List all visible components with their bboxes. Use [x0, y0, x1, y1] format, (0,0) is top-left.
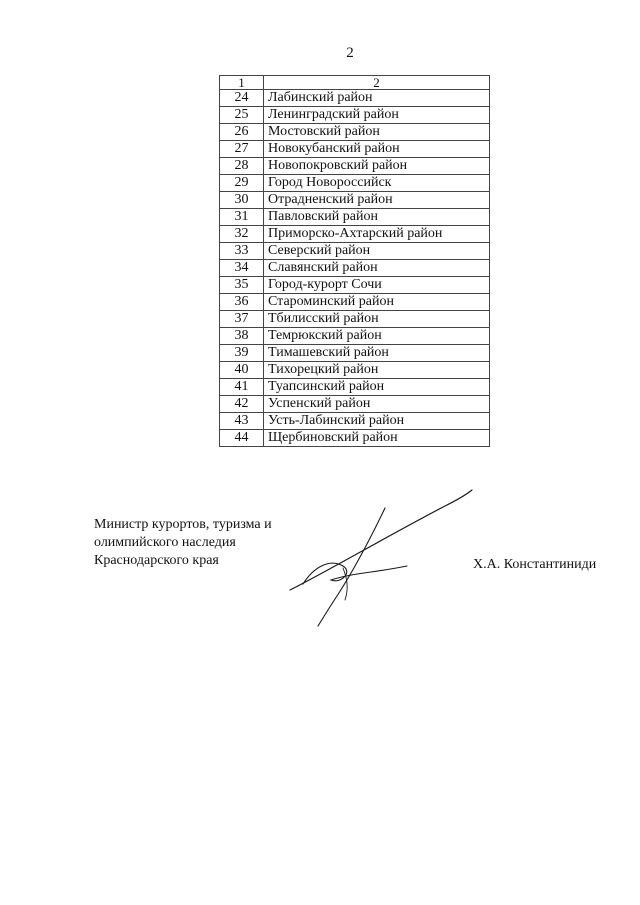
district-name: Новопокровский район	[264, 158, 490, 175]
row-number: 31	[220, 209, 264, 226]
table-row	[220, 158, 490, 175]
district-name: Темрюкский район	[264, 328, 490, 345]
row-number: 28	[220, 158, 264, 175]
district-table-body	[220, 76, 490, 447]
district-name: Город-курорт Сочи	[264, 277, 490, 294]
table-row	[220, 294, 490, 311]
table-row	[220, 141, 490, 158]
district-name: Лабинский район	[264, 90, 490, 107]
district-name: Северский район	[264, 243, 490, 260]
table-row	[220, 175, 490, 192]
district-name: Тимашевский район	[264, 345, 490, 362]
table-row	[220, 90, 490, 107]
district-name: Приморско-Ахтарский район	[264, 226, 490, 243]
table-row	[220, 260, 490, 277]
table-row	[220, 328, 490, 345]
table-row	[220, 124, 490, 141]
table-row	[220, 311, 490, 328]
column-header-name: 2	[264, 76, 490, 90]
row-number: 29	[220, 175, 264, 192]
district-name: Щербиновский район	[264, 430, 490, 447]
table-row	[220, 362, 490, 379]
column-header-number: 1	[220, 76, 264, 90]
table-row	[220, 396, 490, 413]
table-row	[220, 413, 490, 430]
district-name: Староминский район	[264, 294, 490, 311]
row-number: 38	[220, 328, 264, 345]
signer-name: Х.А. Константиниди	[473, 557, 597, 572]
row-number: 34	[220, 260, 264, 277]
district-name: Павловский район	[264, 209, 490, 226]
signature-title-block	[94, 516, 272, 570]
row-number: 25	[220, 107, 264, 124]
district-name: Мостовский район	[264, 124, 490, 141]
district-name: Отрадненский район	[264, 192, 490, 209]
table-row	[220, 107, 490, 124]
row-number: 33	[220, 243, 264, 260]
table-row	[220, 277, 490, 294]
table-row	[220, 430, 490, 447]
row-number: 43	[220, 413, 264, 430]
row-number: 32	[220, 226, 264, 243]
row-number: 39	[220, 345, 264, 362]
district-name: Успенский район	[264, 396, 490, 413]
row-number: 44	[220, 430, 264, 447]
page-number: 2	[346, 45, 354, 61]
row-number: 37	[220, 311, 264, 328]
table-row	[220, 209, 490, 226]
handwritten-signature	[285, 488, 475, 628]
table-row	[220, 226, 490, 243]
row-number: 24	[220, 90, 264, 107]
table-row	[220, 345, 490, 362]
row-number: 27	[220, 141, 264, 158]
signature-title-line: олимпийского наследия	[94, 535, 236, 550]
table-row	[220, 243, 490, 260]
table-header-row	[220, 76, 490, 90]
district-table	[219, 75, 490, 447]
row-number: 42	[220, 396, 264, 413]
row-number: 26	[220, 124, 264, 141]
district-name: Усть-Лабинский район	[264, 413, 490, 430]
table-row	[220, 379, 490, 396]
row-number: 35	[220, 277, 264, 294]
row-number: 41	[220, 379, 264, 396]
row-number: 30	[220, 192, 264, 209]
table-row	[220, 192, 490, 209]
district-name: Славянский район	[264, 260, 490, 277]
district-name: Новокубанский район	[264, 141, 490, 158]
signature-title-line: Краснодарского края	[94, 553, 219, 568]
district-name: Ленинградский район	[264, 107, 490, 124]
district-name: Город Новороссийск	[264, 175, 490, 192]
district-name: Туапсинский район	[264, 379, 490, 396]
signature-title-line: Министр курортов, туризма и	[94, 517, 272, 532]
district-name: Тихорецкий район	[264, 362, 490, 379]
row-number: 40	[220, 362, 264, 379]
district-name: Тбилисский район	[264, 311, 490, 328]
row-number: 36	[220, 294, 264, 311]
